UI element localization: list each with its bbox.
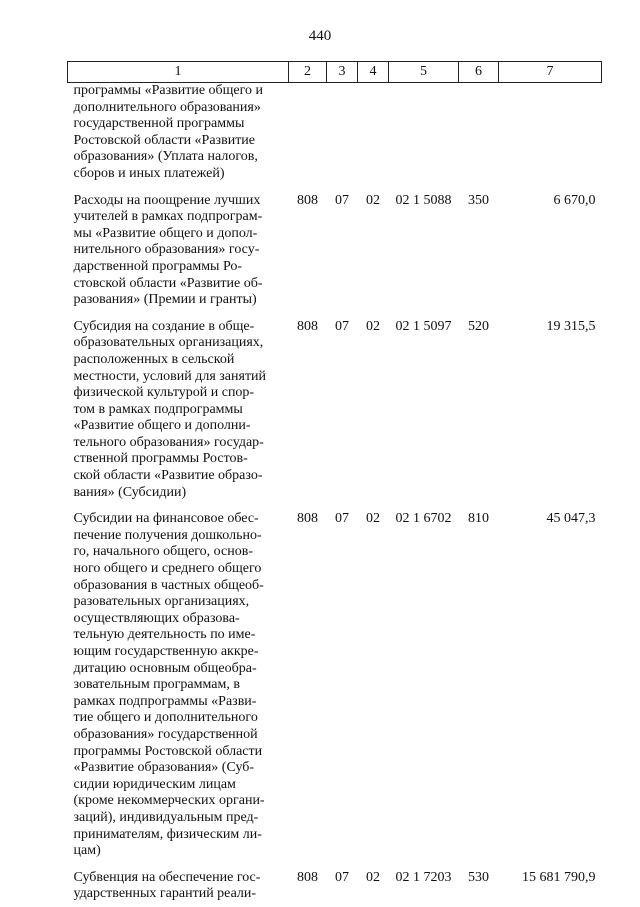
amount: 19 315,5 [546,318,596,334]
column-header: 4 [358,62,389,83]
amount [499,83,602,187]
ministry-code: 808 [297,192,318,208]
amount: 45 047,3 [546,511,596,527]
section-code: 07 [335,511,349,527]
table-row [68,187,602,313]
amount: 6 670,0 [553,192,596,208]
expense-type-code: 350 [468,192,489,208]
column-number-header [68,62,602,83]
section-code: 07 [335,869,349,885]
column-header: 3 [327,62,358,83]
table-row [68,505,602,863]
subsection-code: 02 [366,869,380,885]
column-header: 7 [499,62,602,83]
ministry-code: 808 [297,318,318,334]
row-description: Субсидии на финансовое обес- печение получения дошкольно- го, начального общего, основ- ного общего и среднего общего образования в частных общеоб- разовательных организациях, осуществляющих образова- тельную деятельность по име- ющим государственную аккре- дитацию основным общеобра- зовательным программам, в рамках подпрограммы «Разви- тие общего и дополнительного образования» государственной программы Ростовской области «Развитие образования» (Суб- сидии юридическим лицам (кроме некоммерческих органи- заций), индивидуальным пред- принимателям, физическим ли- цам) [73,511,265,859]
ministry-code: 808 [297,511,318,527]
table-row [68,313,602,506]
budget-table [67,61,602,907]
column-header: 1 [68,62,289,83]
target-article-code: 02 1 5097 [395,318,452,334]
ministry-code [289,83,327,187]
column-header: 5 [389,62,459,83]
target-article-code: 02 1 7203 [395,869,452,885]
ministry-code: 808 [297,869,318,885]
row-description: программы «Развитие общего и дополнительного образования» государственной программы Ростовской области «Развитие образования» (Уплата налогов, сборов и иных платежей) [73,83,264,181]
row-description: Субвенция на обеспечение гос- ударственных гарантий реали- [73,869,261,902]
section-code [327,83,358,187]
target-article-code: 02 1 6702 [395,511,452,527]
subsection-code: 02 [366,192,380,208]
expense-type-code: 530 [468,869,489,885]
expense-type-code: 520 [468,318,489,334]
subsection-code: 02 [366,511,380,527]
column-header: 6 [459,62,499,83]
target-article-code: 02 1 5088 [395,192,452,208]
subsection-code [358,83,389,187]
page-number: 440 [308,28,332,44]
table-row [68,864,602,907]
row-description: Субсидия на создание в обще- образовательных организациях, расположенных в сельской местности, условий для занятий физической культурой и спор- том в рамках подпрограммы «Развитие общего и дополни- тельного образования» государ- ственной программы Ростов- ской области «Развитие образо- вания» (Субсидии) [73,318,267,500]
target-article-code [389,83,459,187]
expense-type-code: 810 [468,511,489,527]
section-code: 07 [335,192,349,208]
expense-type-code [459,83,499,187]
section-code: 07 [335,318,349,334]
amount: 15 681 790,9 [522,869,596,885]
row-description: Расходы на поощрение лучших учителей в рамках подпрограм- мы «Развитие общего и допол- нительного образования» госу- дарственной программы Ро- стовской области «Развитие об- разования» (Премии и гранты) [73,192,263,308]
subsection-code: 02 [366,318,380,334]
column-header: 2 [289,62,327,83]
table-row [68,83,602,187]
